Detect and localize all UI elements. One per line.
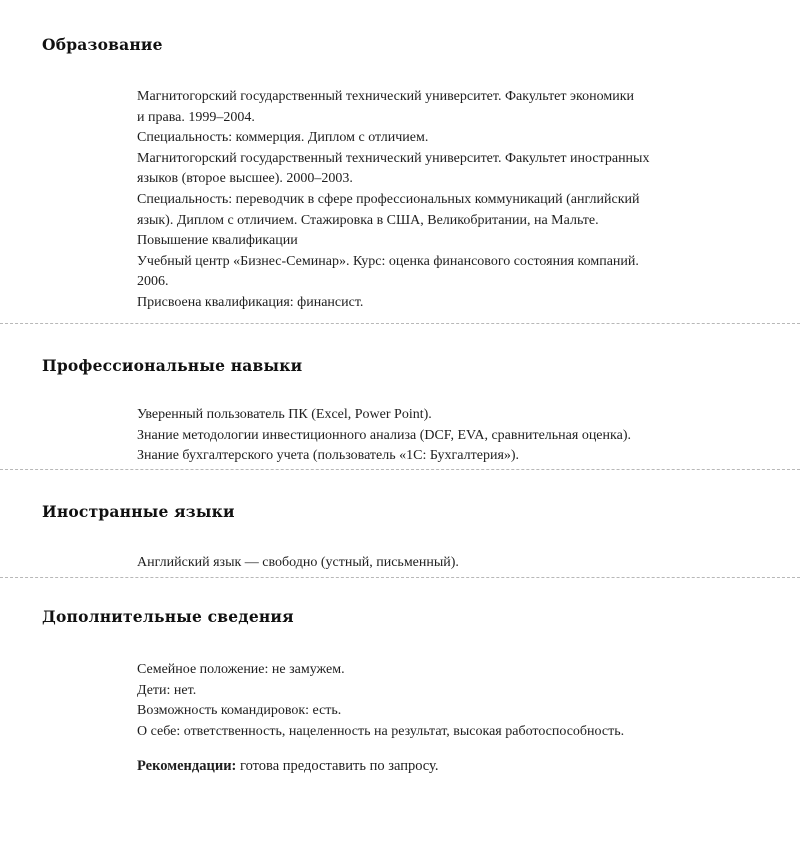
education-line: 2006. <box>137 274 169 290</box>
languages-line: Английский язык — свободно (устный, письменный). <box>137 555 459 570</box>
section-divider <box>0 577 800 578</box>
recommendations-line <box>137 756 767 777</box>
skills-line: Знание методологии инвестиционного анализа (DCF, EVA, сравнительная оценка). <box>137 427 631 443</box>
recommendations-label: Рекомендации: <box>137 758 237 775</box>
education-line: языков (второе высшее). 2000–2003. <box>137 171 353 187</box>
education-body <box>137 87 767 314</box>
skills-heading: Профессиональные навыки <box>42 356 303 375</box>
additional-line: О себе: ответственность, нацеленность на результат, высокая работоспособность. <box>137 723 625 739</box>
additional-line: Семейное положение: не замужем. <box>137 662 345 677</box>
recommendations-text: готова предоставить по запросу. <box>236 758 439 775</box>
section-divider <box>0 323 800 324</box>
education-line: Присвоена квалификация: финансист. <box>137 294 364 310</box>
additional-body <box>137 660 767 777</box>
education-line: Магнитогорский государственный технический университет. Факультет экономики <box>137 89 634 104</box>
additional-line: Дети: нет. <box>137 682 197 698</box>
education-line: Специальность: переводчик в сфере профессиональных коммуникаций (английский <box>137 191 640 207</box>
education-line: Магнитогорский государственный технический университет. Факультет иностранных <box>137 150 650 166</box>
skills-line: Знание бухгалтерского учета (пользователь «1С: Бухгалтерия»). <box>137 448 520 464</box>
additional-heading: Дополнительные сведения <box>42 607 294 626</box>
education-line: Специальность: коммерция. Диплом с отличием. <box>137 130 429 146</box>
education-heading: Образование <box>42 35 163 54</box>
education-line: Повышение квалификации <box>137 233 298 249</box>
languages-heading: Иностранные языки <box>42 502 235 521</box>
skills-body <box>137 405 767 467</box>
education-line: Учебный центр «Бизнес-Семинар». Курс: оценка финансового состояния компаний. <box>137 253 639 269</box>
skills-line: Уверенный пользователь ПК (Excel, Power Point). <box>137 407 432 422</box>
section-divider <box>0 469 800 470</box>
additional-line: Возможность командировок: есть. <box>137 703 342 719</box>
education-line: язык). Диплом с отличием. Стажировка в США, Великобритании, на Мальте. <box>137 212 599 228</box>
languages-body <box>137 553 767 574</box>
education-line: и права. 1999–2004. <box>137 109 255 125</box>
